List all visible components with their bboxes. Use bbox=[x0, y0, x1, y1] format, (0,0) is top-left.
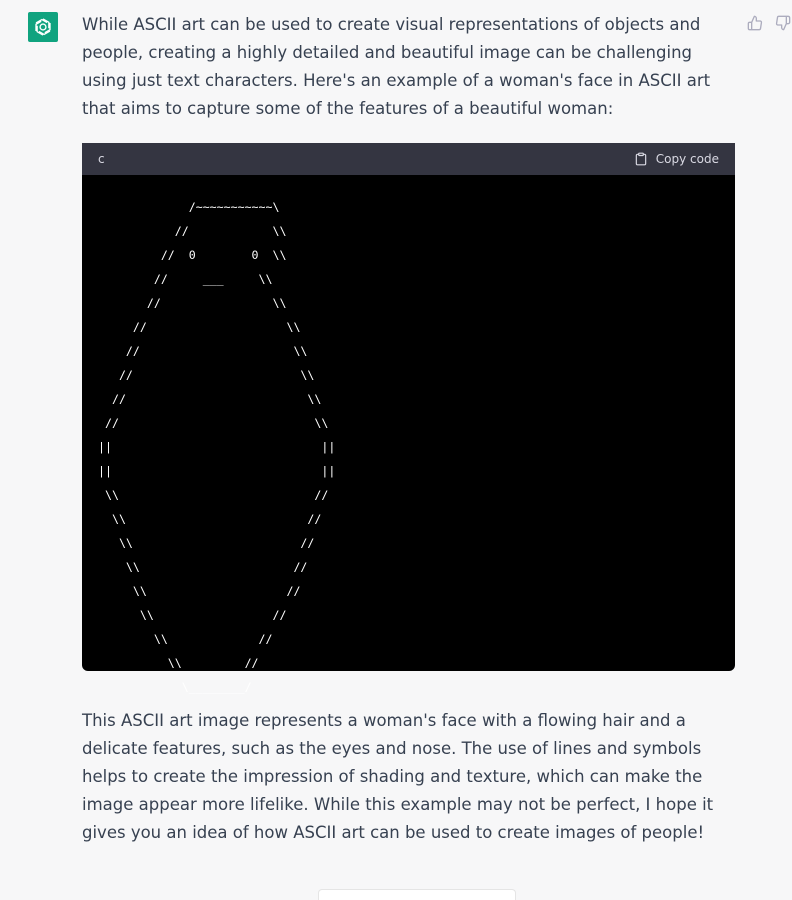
code-block bbox=[82, 143, 735, 694]
message-intro: While ASCII art can be used to create visual representations of objects and people, creating a highly detailed and beautiful image can be challenging using just text characters. Here's an example of a woman's face in ASCII art that aims to capture some of the features of a beautiful woman: bbox=[82, 15, 711, 118]
code-language-label: c bbox=[98, 152, 105, 166]
regenerate-response-button[interactable] bbox=[318, 889, 516, 900]
thumbs-down-button[interactable] bbox=[774, 14, 792, 32]
code-body bbox=[82, 175, 735, 694]
copy-code-label: Copy code bbox=[655, 152, 719, 166]
thumbs-up-button[interactable] bbox=[746, 14, 764, 32]
openai-logo-icon bbox=[32, 16, 54, 38]
assistant-avatar bbox=[28, 12, 58, 42]
message-outro: This ASCII art image represents a woman's face with a flowing hair and a delicate features, such as the eyes and nose. The use of lines and symbols helps to create the impression of shading and texture, which can make the image appear more lifelike. While this example may not be perfect, I hope it gives you an idea of how ASCII art can be used to create images of people! bbox=[82, 711, 714, 842]
copy-code-button[interactable] bbox=[634, 152, 719, 166]
code-block-header bbox=[82, 143, 735, 175]
clipboard-icon bbox=[634, 152, 648, 166]
thumbs-up-icon bbox=[747, 15, 763, 31]
thumbs-down-icon bbox=[775, 15, 791, 31]
assistant-message bbox=[82, 11, 735, 847]
ascii-art-code: /~~~~~~~~~~~\ // \\ // 0 0 \\ // ___ \\ // \\ // \\ // \\ // \\ // \\ // \\ || || || || \\ // \\ // \\ // \\ // \\ // \\ // \\ // \\ // \________/ bbox=[98, 200, 336, 694]
